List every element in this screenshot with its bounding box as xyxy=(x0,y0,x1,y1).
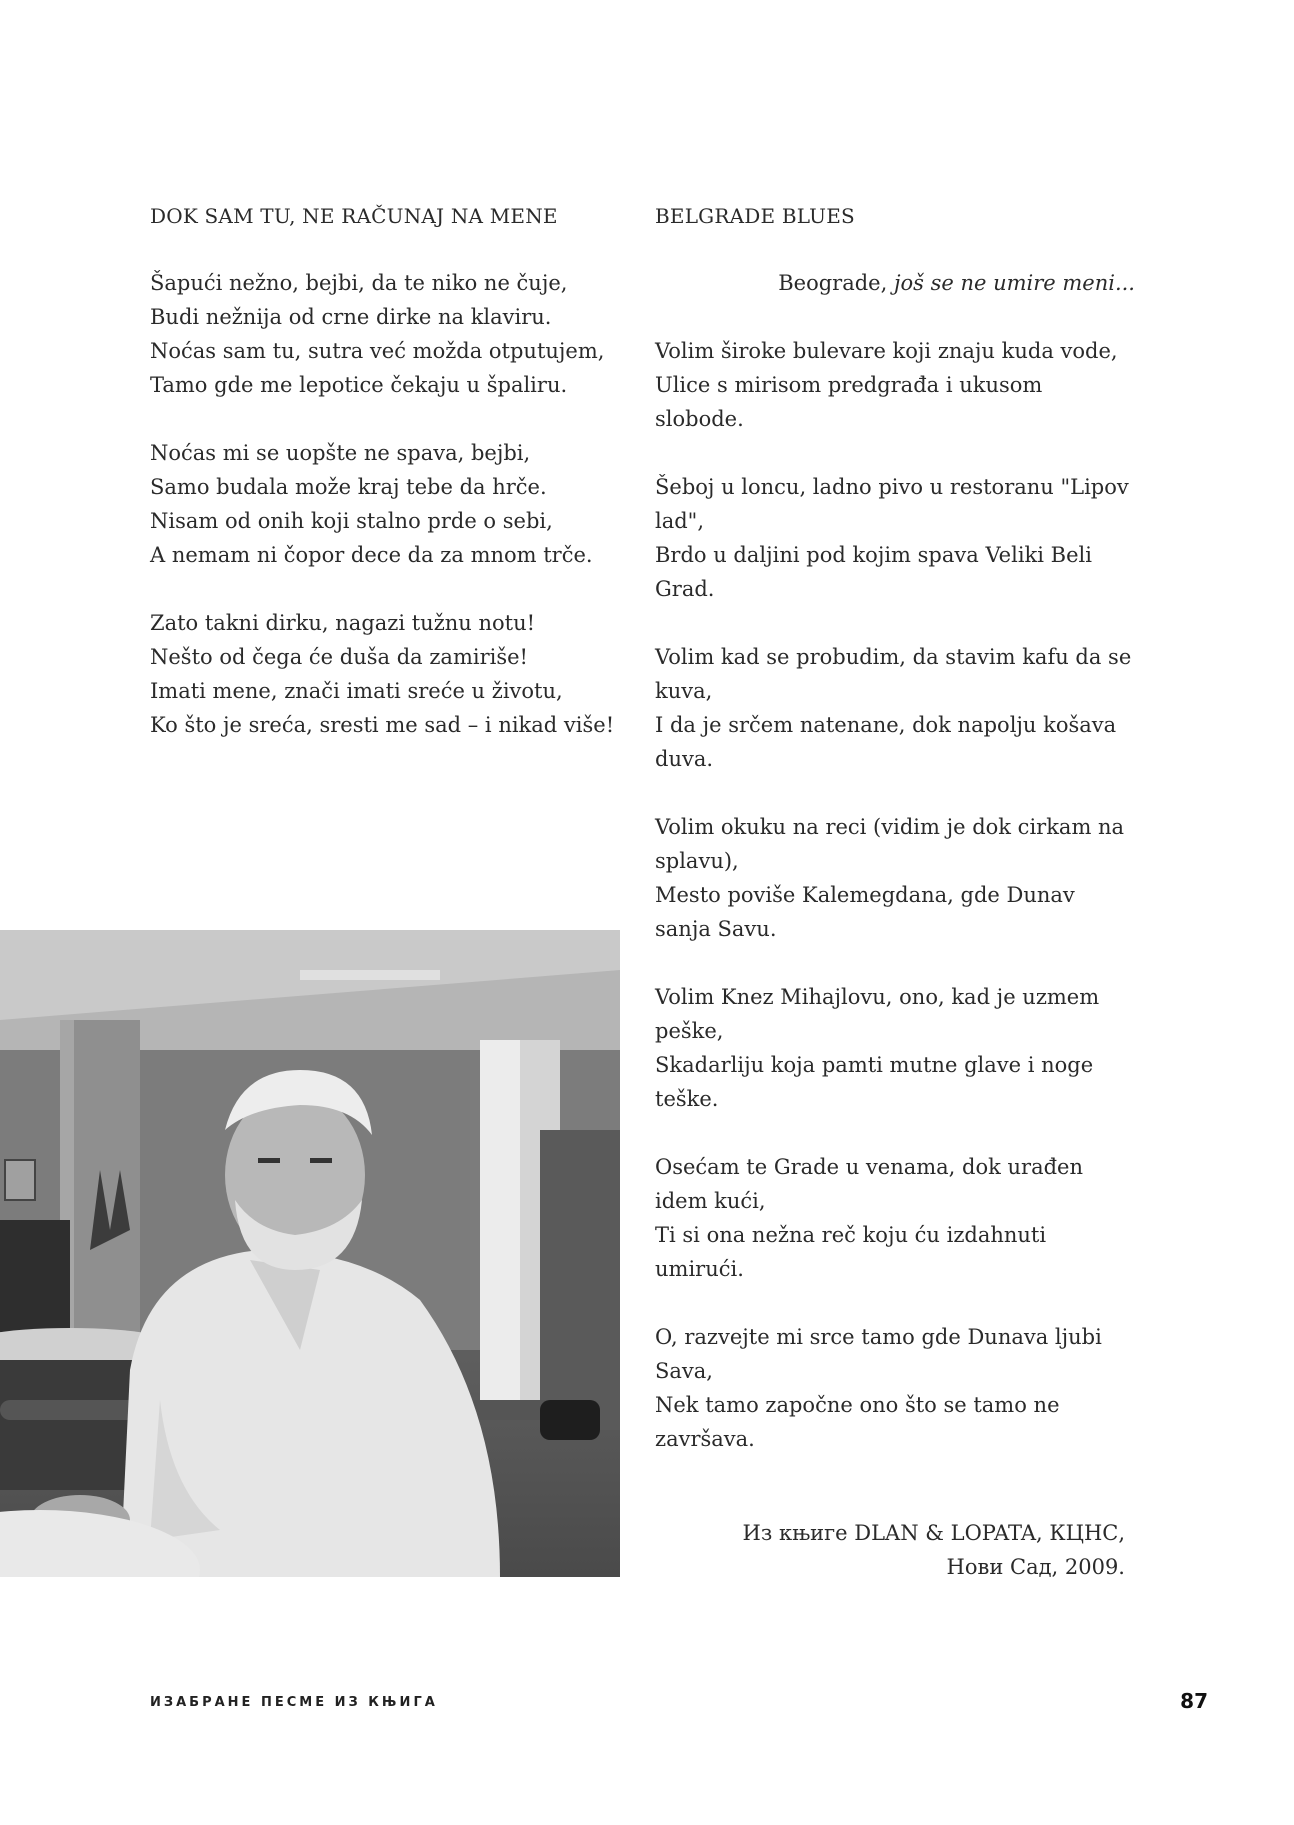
stanza xyxy=(655,640,1135,776)
author-photo xyxy=(0,930,620,1577)
poem-line: Nešto od čega će duša da zamiriše! xyxy=(150,645,528,669)
poem-line: Budi nežnija od crne dirke na klaviru. xyxy=(150,305,552,329)
poem-line: Noćas sam tu, sutra već možda otputujem, xyxy=(150,339,605,363)
epigraph xyxy=(655,266,1135,300)
poem-line: Skadarliju koja pamti mutne glave i noge teške. xyxy=(655,1053,1094,1111)
stanza xyxy=(150,436,620,572)
page-number: 87 xyxy=(1180,1689,1208,1713)
source-line: Из књиге DLAN & LOPATA, КЦНС, xyxy=(742,1521,1125,1545)
poem-line: Volim okuku na reci (vidim je dok cirkam na splavu), xyxy=(655,815,1125,873)
poem-line: Osećam te Grade u venama, dok urađen idem kući, xyxy=(655,1155,1083,1213)
stanza xyxy=(655,1320,1135,1456)
stanza xyxy=(150,266,620,402)
epigraph-plain: Beograde, xyxy=(778,271,894,295)
stanza xyxy=(655,470,1135,606)
poem-line: Mesto poviše Kalemegdana, gde Dunav sanja Savu. xyxy=(655,883,1075,941)
author-photo-illustration xyxy=(0,930,620,1577)
stanza xyxy=(655,334,1135,436)
poem-line: Nek tamo započne ono što se tamo ne završava. xyxy=(655,1393,1060,1451)
poem-line: Noćas mi se uopšte ne spava, bejbi, xyxy=(150,441,531,465)
poem-line: Zato takni dirku, nagazi tužnu notu! xyxy=(150,611,536,635)
poem-line: Ko što je sreća, sresti me sad – i nikad više! xyxy=(150,713,615,737)
poem-line: Nisam od onih koji stalno prde o sebi, xyxy=(150,509,553,533)
poem-line: O, razvejte mi srce tamo gde Dunava ljubi Sava, xyxy=(655,1325,1102,1383)
poem-line: Imati mene, znači imati sreće u životu, xyxy=(150,679,563,703)
stanza xyxy=(655,810,1135,946)
stanza xyxy=(150,606,620,742)
poem-line: Tamo gde me lepotice čekaju u špaliru. xyxy=(150,373,568,397)
poem-left xyxy=(150,199,620,776)
poem-line: Ulice s mirisom predgrađa i ukusom slobode. xyxy=(655,373,1043,431)
poem-title-right: BELGRADE BLUES xyxy=(655,204,855,228)
epigraph-italic: još se ne umire meni... xyxy=(893,271,1135,295)
poem-line: Šeboj u loncu, ladno pivo u restoranu "Lipov lad", xyxy=(655,475,1129,533)
poem-line: Volim kad se probudim, da stavim kafu da se kuva, xyxy=(655,645,1132,703)
poem-line: Volim Knez Mihajlovu, ono, kad je uzmem peške, xyxy=(655,985,1100,1043)
poem-line: Volim široke bulevare koji znaju kuda vode, xyxy=(655,339,1118,363)
stanza xyxy=(655,980,1135,1116)
poem-line: Ti si ona nežna reč koju ću izdahnuti umirući. xyxy=(655,1223,1047,1281)
source-line: Нови Сад, 2009. xyxy=(946,1555,1125,1579)
poem-line: Samo budala može kraj tebe da hrče. xyxy=(150,475,547,499)
poem-line: Šapući nežno, bejbi, da te niko ne čuje, xyxy=(150,271,568,295)
poem-line: A nemam ni čopor dece da za mnom trče. xyxy=(150,543,593,567)
poem-title-left: DOK SAM TU, NE RAČUNAJ NA MENE xyxy=(150,204,558,228)
poem-line: I da je srčem natenane, dok napolju košava duva. xyxy=(655,713,1117,771)
book-source xyxy=(655,1516,1125,1584)
poem-right xyxy=(655,199,1135,1490)
running-title: ИЗАБРАНЕ ПЕСМЕ ИЗ КЊИГА xyxy=(150,1695,438,1710)
stanza xyxy=(655,1150,1135,1286)
poem-line: Brdo u daljini pod kojim spava Veliki Beli Grad. xyxy=(655,543,1092,601)
